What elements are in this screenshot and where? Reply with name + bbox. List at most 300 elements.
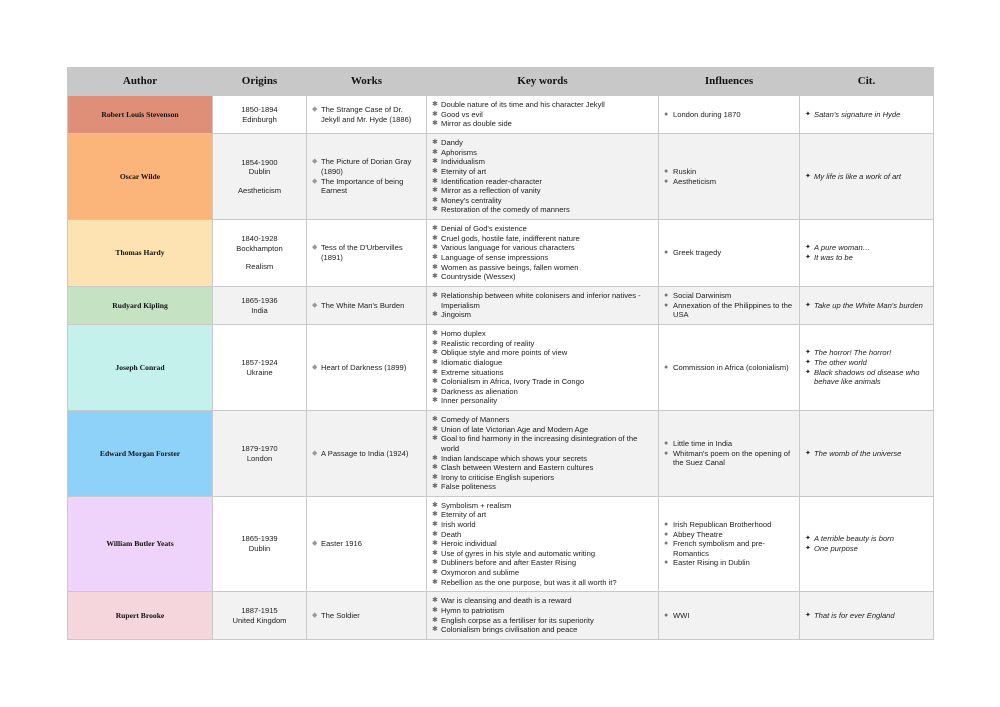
diamond-bullet-icon: ◆: [312, 611, 318, 619]
origins-line: Bockhampton: [236, 243, 283, 253]
table-row: [68, 411, 934, 497]
asterisk-bullet-icon: ✱: [432, 387, 438, 395]
keywords-list: [427, 224, 658, 282]
citation-item-text: Satan's signature in Hyde: [814, 109, 901, 119]
star-bullet-icon: ✦: [805, 172, 811, 180]
citation-item-text: It was to be: [814, 253, 853, 262]
star-bullet-icon: ✦: [805, 349, 811, 357]
influence-item-text: Irish Republican Brotherhood: [673, 520, 772, 530]
origins-cell: [213, 220, 307, 287]
star-bullet-icon: ✦: [805, 358, 811, 366]
influence-item-text: Social Darwinism: [673, 291, 732, 301]
work-item: [312, 449, 422, 459]
work-item-text: The Strange Case of Dr. Jekyll and Mr. Hyde (1886): [321, 104, 412, 124]
influence-item: [664, 530, 795, 540]
star-bullet-icon: ✦: [805, 545, 811, 552]
dot-bullet-icon: ●: [664, 540, 669, 548]
keyword-item-text: Countryside (Wessex): [441, 272, 516, 282]
influence-item-text: Easter Rising in Dublin: [673, 558, 750, 568]
keyword-item: [432, 396, 654, 406]
keyword-item: [432, 253, 654, 263]
influence-item: [664, 291, 795, 301]
origins-line: 1865-1936: [241, 295, 278, 305]
work-item: [312, 363, 422, 373]
keyword-item: [432, 387, 654, 397]
keyword-item-text: Irish world: [441, 520, 476, 530]
header-key-words: Key words: [427, 68, 659, 96]
origins-cell: [213, 134, 307, 220]
citations-list: [800, 172, 933, 182]
origins-line: United Kingdom: [232, 615, 287, 625]
keywords-cell: [427, 497, 659, 592]
work-item: [312, 177, 422, 196]
origins-cell: [213, 411, 307, 497]
asterisk-bullet-icon: ✱: [432, 540, 438, 548]
keyword-item-text: English corpse as a fertiliser for its superiority: [441, 615, 594, 625]
keyword-item-text: Dubliners before and after Easter Rising: [441, 558, 577, 568]
citation-item-text: My life is like a work of art: [814, 171, 901, 181]
origins-line: 1879-1970: [241, 443, 278, 453]
work-item: [312, 157, 422, 176]
works-list: [307, 363, 426, 373]
star-bullet-icon: ✦: [805, 301, 811, 309]
keywords-cell: [427, 287, 659, 325]
origins-line: 1865-1939: [241, 534, 278, 544]
diamond-bullet-icon: ◆: [312, 449, 318, 457]
citations-cell: [800, 287, 934, 325]
keyword-item-text: Use of gyres in his style and automatic writing: [441, 548, 596, 558]
works-cell: [307, 134, 427, 220]
star-bullet-icon: ✦: [805, 449, 811, 457]
keyword-item-text: Hymn to patriotism: [441, 605, 505, 615]
citation-item-text: Black shadows od disease who behave like animals: [814, 367, 920, 387]
influences-list: [659, 363, 799, 373]
keyword-item-text: Symbolism + realism: [441, 500, 512, 510]
work-item-text: The Picture of Dorian Gray (1890): [321, 157, 412, 176]
keyword-item: [432, 186, 654, 196]
asterisk-bullet-icon: ✱: [432, 148, 438, 156]
dot-bullet-icon: ●: [664, 301, 669, 309]
keyword-item: [432, 463, 654, 473]
keyword-item-text: Union of late Victorian Age and Modern Age: [441, 424, 589, 434]
keyword-item: [432, 100, 654, 110]
asterisk-bullet-icon: ✱: [432, 616, 438, 624]
author-cell: Edward Morgan Forster: [68, 411, 213, 497]
influence-item: [664, 177, 795, 187]
influence-item-text: Ruskin: [673, 166, 697, 176]
asterisk-bullet-icon: ✱: [432, 292, 438, 300]
star-bullet-icon: ✦: [805, 611, 811, 619]
work-item: [312, 539, 422, 549]
work-item-text: Tess of the D'Urbervilles (1891): [321, 243, 403, 262]
origins-cell: [213, 497, 307, 592]
keyword-item: [432, 368, 654, 378]
keyword-item-text: Eternity of art: [441, 510, 487, 520]
influence-item: [664, 611, 795, 621]
dot-bullet-icon: ●: [664, 559, 669, 567]
citations-cell: [800, 220, 934, 287]
keyword-item-text: Colonialism in Africa, Ivory Trade in Congo: [441, 377, 585, 387]
keyword-item-text: Restoration of the comedy of manners: [441, 205, 570, 215]
influence-item: [664, 167, 795, 177]
author-cell: Rupert Brooke: [68, 592, 213, 640]
citation-item: [805, 534, 929, 544]
citations-cell: [800, 96, 934, 134]
influence-item-text: Aestheticism: [673, 176, 717, 186]
keyword-item-text: Denial of God's existence: [441, 224, 527, 234]
keyword-item-text: Various language for various characters: [441, 243, 575, 253]
works-cell: [307, 592, 427, 640]
origins-line: Dublin: [248, 167, 271, 177]
table-row: [68, 325, 934, 411]
star-bullet-icon: ✦: [805, 254, 811, 261]
diamond-bullet-icon: ◆: [312, 301, 318, 309]
asterisk-bullet-icon: ✱: [432, 196, 438, 204]
works-list: [307, 539, 426, 549]
author-cell: Robert Louis Stevenson: [68, 96, 213, 134]
asterisk-bullet-icon: ✱: [432, 549, 438, 557]
keyword-item-text: Oblique style and more points of view: [441, 348, 568, 358]
header-author: Author: [68, 68, 213, 96]
origins-cell: [213, 287, 307, 325]
dot-bullet-icon: ●: [664, 440, 669, 448]
keywords-list: [427, 138, 658, 215]
star-bullet-icon: ✦: [805, 368, 811, 376]
influences-cell: [659, 592, 800, 640]
keywords-cell: [427, 96, 659, 134]
keyword-item: [432, 425, 654, 435]
keyword-item: [432, 434, 654, 453]
citation-item: [805, 544, 929, 554]
citation-item-text: A pure woman…: [814, 243, 871, 253]
keyword-item-text: Mirror as a reflection of vanity: [441, 186, 541, 196]
origins-cell: [213, 96, 307, 134]
origins-line: Ukraine: [246, 367, 273, 377]
table-row: [68, 497, 934, 592]
keyword-item-text: Identification reader-character: [441, 176, 542, 186]
citation-item: [805, 368, 929, 387]
keywords-list: [427, 596, 658, 634]
influence-item: [664, 439, 795, 449]
work-item: [312, 243, 422, 262]
works-list: [307, 611, 426, 621]
keyword-item: [432, 205, 654, 215]
diamond-bullet-icon: ◆: [312, 177, 318, 185]
influences-list: [659, 291, 799, 320]
works-cell: [307, 411, 427, 497]
citation-item: [805, 253, 929, 263]
keyword-item-text: Goal to find harmony in the increasing disintegration of the world: [441, 434, 638, 453]
citations-cell: [800, 592, 934, 640]
keyword-item-text: Realistic recording of reality: [441, 338, 535, 348]
author-cell: Thomas Hardy: [68, 220, 213, 287]
keyword-item: [432, 339, 654, 349]
citation-item-text: That is for ever England: [814, 610, 895, 620]
movement-label: Aestheticism: [237, 185, 282, 195]
influence-item-text: WWI: [673, 610, 690, 620]
citation-item: [805, 611, 929, 621]
keyword-item: [432, 625, 654, 635]
citations-cell: [800, 411, 934, 497]
author-cell: Oscar Wilde: [68, 134, 213, 220]
asterisk-bullet-icon: ✱: [432, 511, 438, 519]
asterisk-bullet-icon: ✱: [432, 206, 438, 214]
asterisk-bullet-icon: ✱: [432, 177, 438, 185]
keyword-item-text: Oxymoron and sublime: [441, 567, 520, 577]
asterisk-bullet-icon: ✱: [432, 273, 438, 281]
keyword-item: [432, 358, 654, 368]
asterisk-bullet-icon: ✱: [432, 263, 438, 271]
star-bullet-icon: ✦: [805, 535, 811, 543]
keyword-item-text: Homo duplex: [441, 329, 486, 339]
keywords-list: [427, 100, 658, 129]
asterisk-bullet-icon: ✱: [432, 597, 438, 605]
asterisk-bullet-icon: ✱: [432, 568, 438, 576]
asterisk-bullet-icon: ✱: [432, 473, 438, 481]
origins-spacer: [213, 177, 306, 186]
influences-list: [659, 110, 799, 120]
asterisk-bullet-icon: ✱: [432, 378, 438, 386]
citation-item-text: One purpose: [814, 544, 858, 553]
citations-list: [800, 110, 933, 120]
citation-item: [805, 449, 929, 459]
citation-item-text: The other world: [814, 357, 867, 367]
origins-spacer: [213, 253, 306, 262]
asterisk-bullet-icon: ✱: [432, 358, 438, 366]
header-influences: Influences: [659, 68, 800, 96]
keyword-item: [432, 606, 654, 616]
asterisk-bullet-icon: ✱: [432, 234, 438, 242]
citation-item-text: The womb of the universe: [814, 448, 902, 458]
asterisk-bullet-icon: ✱: [432, 330, 438, 338]
table-row: [68, 592, 934, 640]
origins-line: Dublin: [248, 544, 271, 553]
works-list: [307, 243, 426, 262]
dot-bullet-icon: ●: [664, 177, 669, 185]
keywords-cell: [427, 134, 659, 220]
asterisk-bullet-icon: ✱: [432, 244, 438, 252]
influence-item: [664, 110, 795, 120]
keywords-cell: [427, 325, 659, 411]
keyword-item: [432, 243, 654, 253]
asterisk-bullet-icon: ✱: [432, 530, 438, 538]
keyword-item: [432, 377, 654, 387]
keyword-item-text: Mirror as double side: [441, 119, 512, 129]
origins-line: 1857-1924: [241, 357, 278, 367]
influences-list: [659, 439, 799, 468]
keyword-item-text: Double nature of its time and his character Jekyll: [441, 100, 605, 110]
diamond-bullet-icon: ◆: [312, 244, 318, 252]
asterisk-bullet-icon: ✱: [432, 254, 438, 261]
influence-item-text: Greek tragedy: [673, 248, 722, 258]
citation-item: [805, 348, 929, 358]
keyword-item: [432, 415, 654, 425]
diamond-bullet-icon: ◆: [312, 105, 318, 113]
work-item-text: Heart of Darkness (1899): [321, 362, 407, 372]
keywords-list: [427, 291, 658, 320]
keyword-item-text: Idiomatic dialogue: [441, 357, 503, 367]
citation-item-text: Take up the White Man's burden: [814, 300, 923, 310]
keyword-item: [432, 148, 654, 158]
works-list: [307, 105, 426, 124]
asterisk-bullet-icon: ✱: [432, 110, 438, 118]
keyword-item-text: Individualism: [441, 157, 485, 167]
asterisk-bullet-icon: ✱: [432, 416, 438, 424]
asterisk-bullet-icon: ✱: [432, 501, 438, 509]
keyword-item: [432, 454, 654, 464]
work-item-text: The Importance of being Earnest: [321, 176, 404, 196]
keyword-item: [432, 473, 654, 483]
keyword-item: [432, 196, 654, 206]
citation-item: [805, 243, 929, 253]
dot-bullet-icon: ●: [664, 363, 669, 371]
keywords-list: [427, 329, 658, 406]
asterisk-bullet-icon: ✱: [432, 521, 438, 529]
keyword-item-text: Cruel gods, hostile fate, indifferent nature: [441, 233, 580, 243]
asterisk-bullet-icon: ✱: [432, 158, 438, 166]
origins-line: London: [246, 453, 273, 463]
influence-item-text: Abbey Theatre: [673, 529, 723, 539]
keyword-item: [432, 530, 654, 540]
keyword-item: [432, 578, 654, 588]
author-cell: William Butler Yeats: [68, 497, 213, 592]
asterisk-bullet-icon: ✱: [432, 425, 438, 433]
keyword-item-text: War is cleansing and death is a reward: [441, 596, 572, 606]
influences-cell: [659, 134, 800, 220]
keyword-item: [432, 234, 654, 244]
works-list: [307, 157, 426, 195]
dot-bullet-icon: ●: [664, 521, 669, 529]
asterisk-bullet-icon: ✱: [432, 578, 438, 586]
movement-label: Realism: [245, 262, 274, 272]
asterisk-bullet-icon: ✱: [432, 454, 438, 462]
keyword-item: [432, 110, 654, 120]
influences-cell: [659, 220, 800, 287]
keyword-item-text: Clash between Western and Eastern cultures: [441, 463, 594, 473]
keyword-item: [432, 329, 654, 339]
citations-cell: [800, 325, 934, 411]
origins-line: 1840-1928: [241, 234, 278, 244]
asterisk-bullet-icon: ✱: [432, 368, 438, 376]
works-cell: [307, 325, 427, 411]
works-cell: [307, 220, 427, 287]
asterisk-bullet-icon: ✱: [432, 397, 438, 405]
work-item-text: The Soldier: [321, 610, 360, 620]
influence-item: [664, 301, 795, 320]
citations-list: [800, 301, 933, 311]
works-cell: [307, 287, 427, 325]
keyword-item-text: Rebellion as the one purpose, but was it all worth it?: [441, 577, 617, 587]
asterisk-bullet-icon: ✱: [432, 464, 438, 472]
keyword-item: [432, 138, 654, 148]
keyword-item-text: Comedy of Manners: [441, 415, 510, 425]
keyword-item-text: False politeness: [441, 482, 496, 492]
keyword-item-text: Aphorisms: [441, 147, 477, 157]
works-list: [307, 449, 426, 459]
asterisk-bullet-icon: ✱: [432, 435, 438, 443]
citation-item: [805, 172, 929, 182]
header-works: Works: [307, 68, 427, 96]
work-item: [312, 301, 422, 311]
dot-bullet-icon: ●: [664, 249, 669, 257]
work-item-text: Easter 1916: [321, 539, 362, 549]
dot-bullet-icon: ●: [664, 449, 669, 457]
origins-line: 1887-1915: [241, 605, 278, 615]
dot-bullet-icon: ●: [664, 611, 669, 619]
keyword-item: [432, 482, 654, 492]
dot-bullet-icon: ●: [664, 292, 669, 300]
works-cell: [307, 497, 427, 592]
influence-item-text: French symbolism and pre-Romantics: [673, 539, 766, 558]
origins-line: Edinburgh: [242, 114, 277, 124]
influences-list: [659, 520, 799, 568]
header-row: [68, 68, 934, 96]
keyword-item-text: Jingoism: [441, 310, 471, 320]
keyword-item: [432, 119, 654, 129]
keyword-item-text: Heroic individual: [441, 539, 497, 549]
influences-list: [659, 167, 799, 186]
asterisk-bullet-icon: ✱: [432, 606, 438, 614]
keyword-item: [432, 596, 654, 606]
influences-cell: [659, 96, 800, 134]
keyword-item-text: Relationship between white colonisers and inferior natives - Imperialism: [441, 291, 641, 310]
keyword-item: [432, 539, 654, 549]
influence-item: [664, 248, 795, 258]
influences-cell: [659, 287, 800, 325]
keyword-item-text: Money's centrality: [441, 195, 502, 205]
asterisk-bullet-icon: ✱: [432, 101, 438, 109]
citations-list: [800, 243, 933, 262]
origins-cell: [213, 592, 307, 640]
table-row: [68, 287, 934, 325]
keyword-item-text: Indian landscape which shows your secrets: [441, 453, 588, 463]
citations-list: [800, 348, 933, 386]
dot-bullet-icon: ●: [664, 530, 669, 538]
keywords-cell: [427, 592, 659, 640]
citations-list: [800, 611, 933, 621]
asterisk-bullet-icon: ✱: [432, 626, 438, 634]
influences-cell: [659, 325, 800, 411]
works-list: [307, 301, 426, 311]
keyword-item: [432, 177, 654, 187]
keyword-item-text: Women as passive beings, fallen women: [441, 262, 579, 272]
star-bullet-icon: ✦: [805, 110, 811, 118]
keyword-item-text: Colonialism brings civilisation and peace: [441, 625, 578, 635]
table-row: [68, 96, 934, 134]
author-cell: Joseph Conrad: [68, 325, 213, 411]
influence-item: [664, 558, 795, 568]
influence-item-text: Whitman's poem on the opening of the Suez Canal: [673, 448, 791, 468]
influence-item-text: Annexation of the Philippines to the USA: [673, 300, 793, 320]
influences-cell: [659, 497, 800, 592]
work-item-text: The White Man's Burden: [321, 300, 405, 310]
keywords-cell: [427, 411, 659, 497]
asterisk-bullet-icon: ✱: [432, 483, 438, 491]
star-bullet-icon: ✦: [805, 244, 811, 252]
keyword-item: [432, 348, 654, 358]
origins-cell: [213, 325, 307, 411]
asterisk-bullet-icon: ✱: [432, 139, 438, 147]
influence-item-text: Little time in India: [673, 439, 733, 449]
keyword-item: [432, 167, 654, 177]
work-item-text: A Passage to India (1924): [321, 448, 409, 458]
work-item: [312, 611, 422, 621]
origins-line: India: [251, 305, 268, 315]
asterisk-bullet-icon: ✱: [432, 339, 438, 347]
keyword-item-text: Good vs evil: [441, 109, 483, 119]
keyword-item: [432, 263, 654, 273]
influence-item: [664, 520, 795, 530]
